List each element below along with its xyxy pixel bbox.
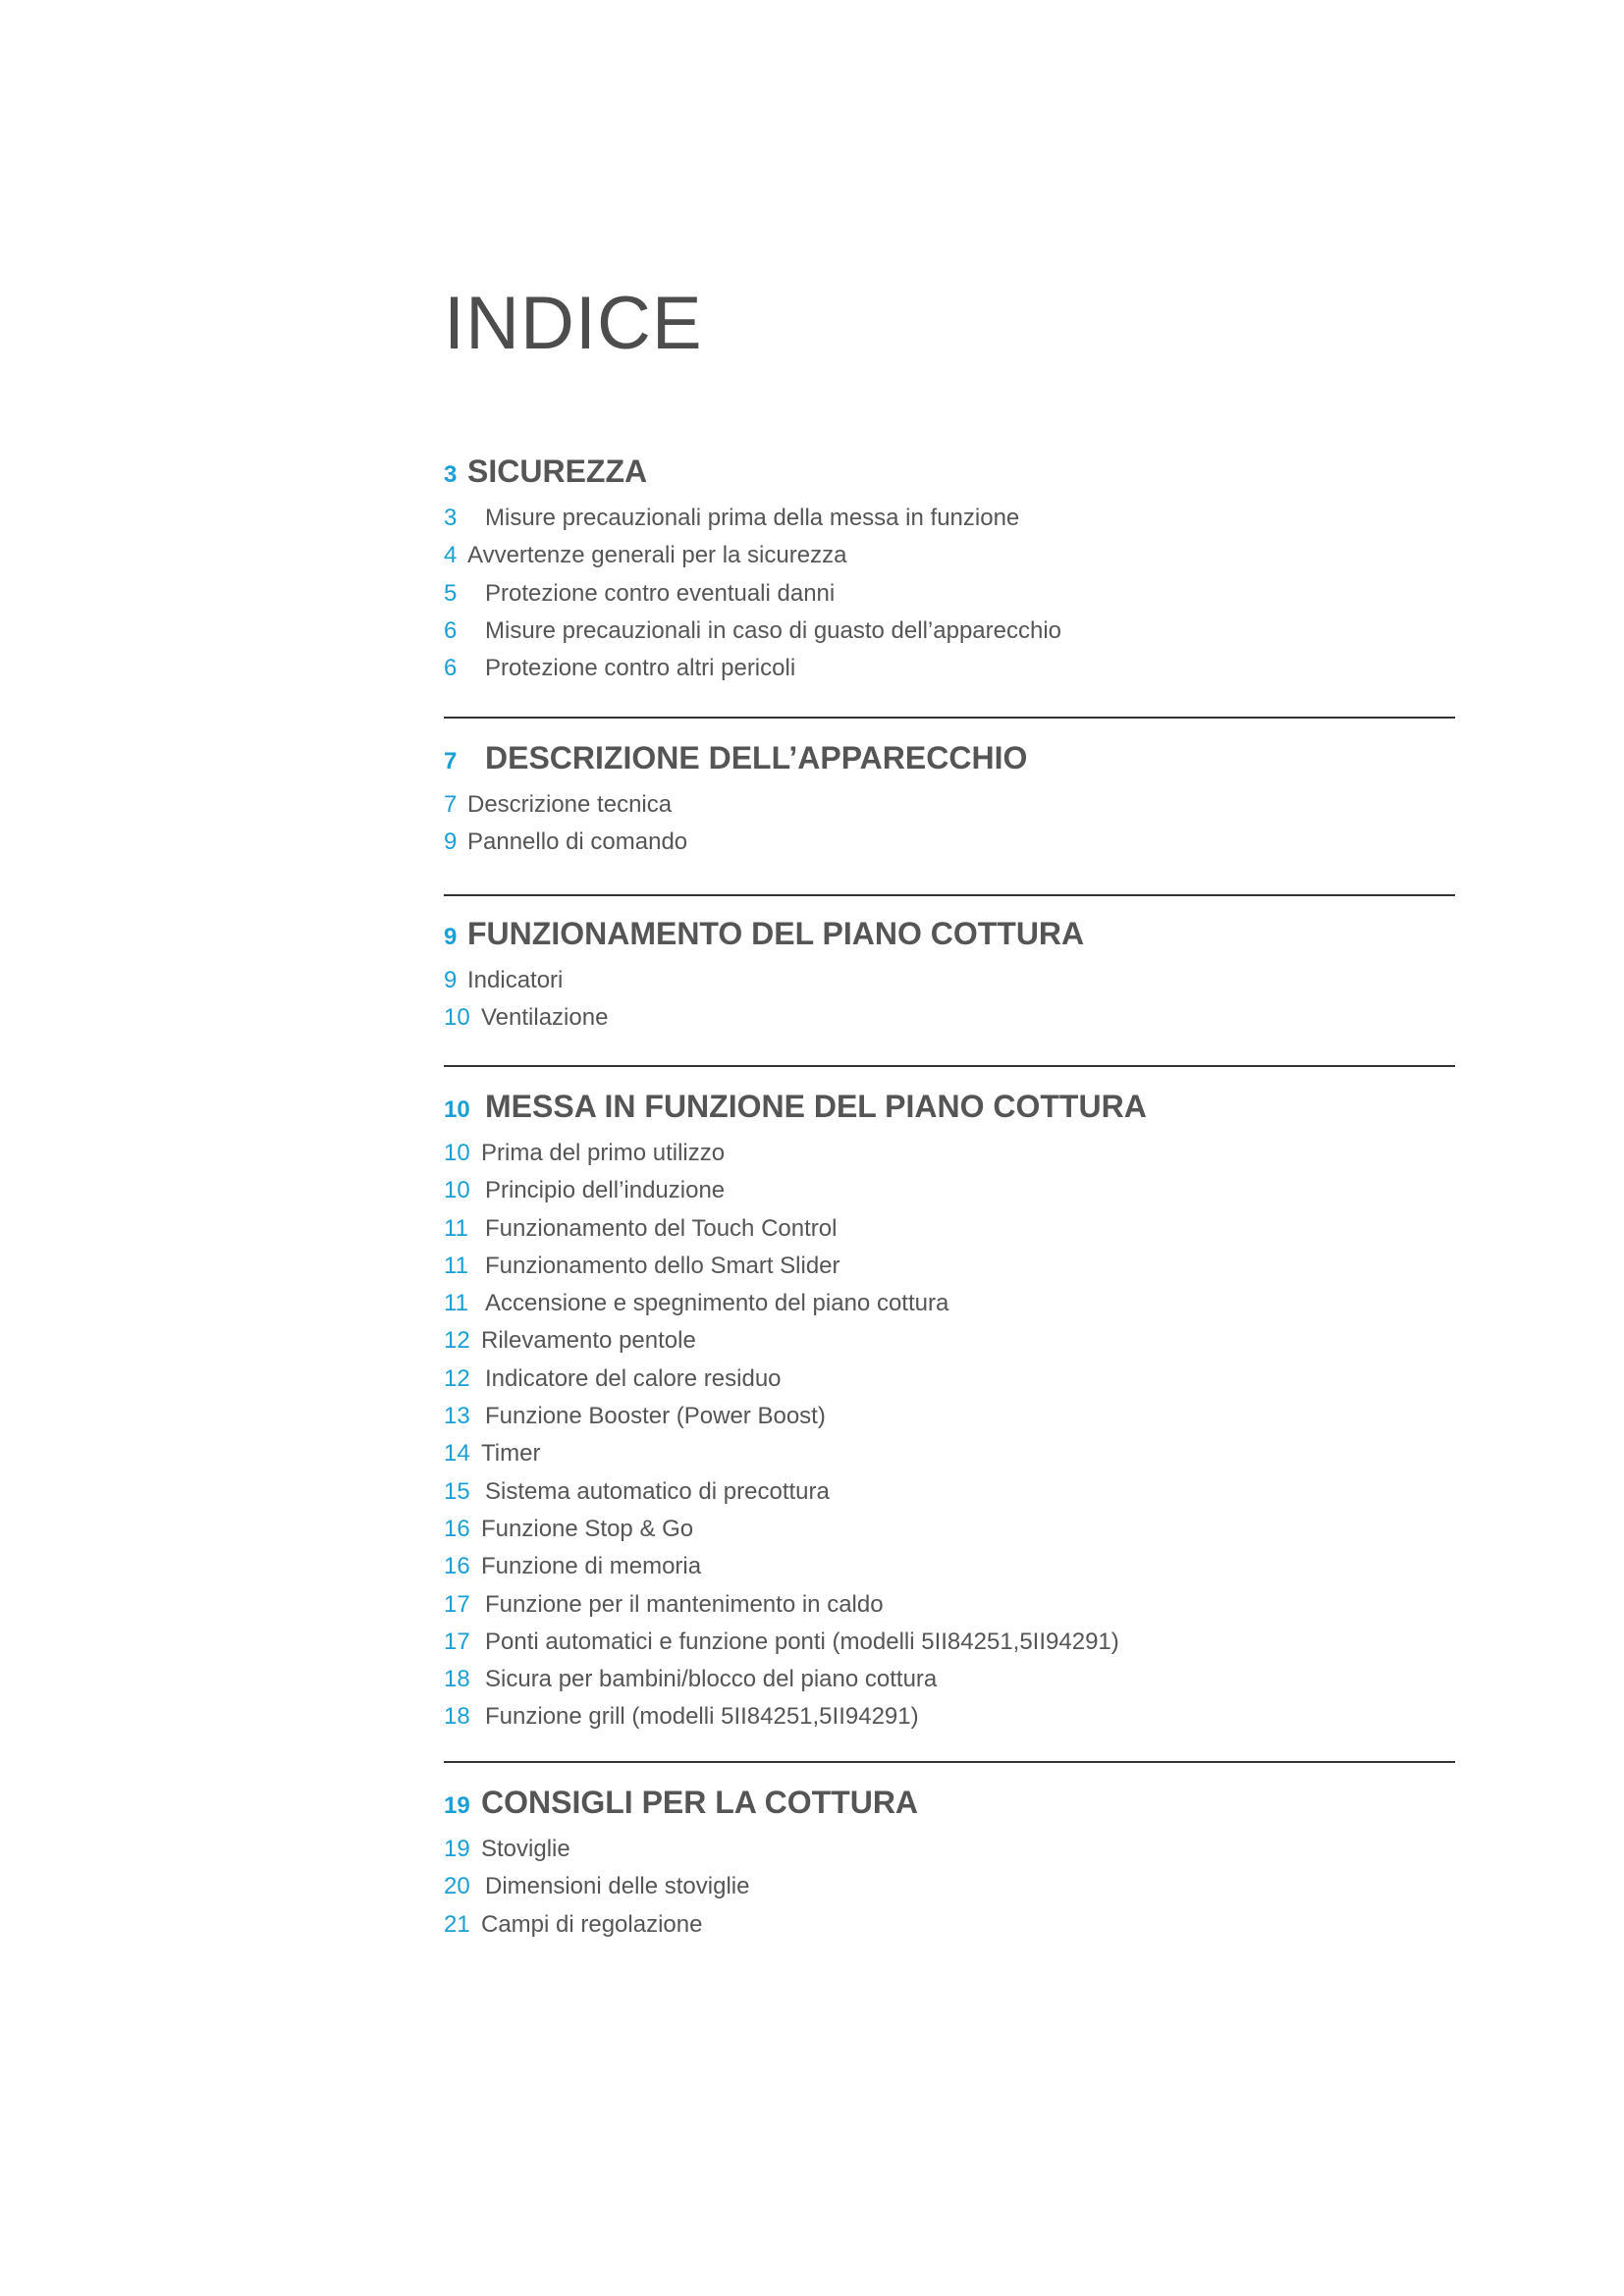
entry-title: Funzione Stop & Go — [481, 1515, 694, 1542]
entry-page-number: 10 — [444, 1177, 470, 1204]
toc-entry — [444, 791, 1455, 828]
section-title: FUNZIONAMENTO DEL PIANO COTTURA — [467, 916, 1085, 951]
toc-entry — [444, 1365, 1455, 1403]
section-title: CONSIGLI PER LA COTTURA — [481, 1785, 919, 1820]
section-heading — [444, 740, 1455, 791]
section-title: MESSA IN FUNZIONE DEL PIANO COTTURA — [485, 1089, 1147, 1124]
entry-title: Ponti automatici e funzione ponti (modelli 5II84251,5II94291) — [485, 1628, 1119, 1655]
entry-title: Indicatori — [467, 967, 564, 993]
entry-title: Accensione e spegnimento del piano cottura — [485, 1290, 949, 1317]
toc-entry — [444, 1215, 1455, 1253]
toc-entry — [444, 1253, 1455, 1290]
section-divider — [444, 717, 1455, 719]
section-heading — [444, 1089, 1455, 1140]
entry-title: Prima del primo utilizzo — [481, 1140, 726, 1166]
toc-entry — [444, 1004, 1455, 1041]
toc-entry — [444, 1836, 1455, 1873]
toc-entry — [444, 1873, 1455, 1910]
entry-title: Rilevamento pentole — [481, 1327, 696, 1355]
entry-page-number: 18 — [444, 1703, 470, 1731]
entry-title: Funzione grill (modelli 5II84251,5II94291) — [485, 1703, 919, 1731]
toc-entry — [444, 828, 1455, 866]
section-divider — [444, 894, 1455, 896]
section-heading — [444, 916, 1455, 967]
entry-page-number: 12 — [444, 1327, 470, 1355]
entry-page-number: 6 — [444, 616, 458, 644]
entry-title: Pannello di comando — [467, 828, 688, 856]
toc-entry — [444, 1440, 1455, 1477]
toc-entry — [444, 967, 1455, 1004]
section-heading — [444, 1785, 1455, 1836]
entry-title: Principio dell’induzione — [485, 1177, 726, 1204]
section-title: SICUREZZA — [467, 454, 648, 489]
section-page-number: 10 — [444, 1096, 470, 1123]
entry-title: Ventilazione — [481, 1004, 609, 1032]
toc-entry — [444, 1629, 1455, 1666]
entry-title: Timer — [481, 1440, 541, 1468]
entry-page-number: 11 — [444, 1252, 468, 1279]
entry-page-number: 20 — [444, 1873, 470, 1900]
toc-entry — [444, 1177, 1455, 1214]
entry-title: Protezione contro eventuali danni — [485, 579, 836, 607]
entry-title: Funzione per il mantenimento in caldo — [485, 1590, 884, 1618]
entry-page-number: 21 — [444, 1910, 470, 1938]
toc-entry — [444, 1290, 1455, 1327]
entry-page-number: 17 — [444, 1628, 470, 1655]
entry-title: Sistema automatico di precottura — [485, 1477, 830, 1505]
toc-entry — [444, 542, 1455, 579]
toc-section-funzionamento — [444, 916, 1455, 1042]
entry-page-number: 3 — [444, 505, 458, 531]
section-page-number: 7 — [444, 748, 458, 774]
entry-title: Sicura per bambini/blocco del piano cottura — [485, 1666, 938, 1693]
entry-page-number: 17 — [444, 1590, 470, 1618]
entry-title: Dimensioni delle stoviglie — [485, 1873, 750, 1900]
entry-page-number: 10 — [444, 1140, 470, 1166]
entry-title: Misure precauzionali prima della messa in funzione — [485, 505, 1020, 531]
section-page-number: 19 — [444, 1792, 470, 1819]
entry-page-number: 4 — [444, 542, 458, 569]
entry-page-number: 11 — [444, 1214, 468, 1242]
toc-section-sicurezza — [444, 454, 1455, 692]
entry-page-number: 16 — [444, 1553, 470, 1580]
entry-title: Protezione contro altri pericoli — [485, 655, 796, 682]
entry-page-number: 9 — [444, 967, 458, 993]
entry-page-number: 5 — [444, 579, 458, 607]
toc-section-messa-in-funzione — [444, 1089, 1455, 1741]
section-heading — [444, 454, 1455, 505]
toc-entry — [444, 1911, 1455, 1949]
entry-page-number: 16 — [444, 1515, 470, 1542]
entry-title: Funzione Booster (Power Boost) — [485, 1403, 826, 1430]
toc-entry — [444, 1516, 1455, 1553]
toc-entry — [444, 1327, 1455, 1364]
toc-entry — [444, 505, 1455, 542]
entry-title: Funzionamento dello Smart Slider — [485, 1252, 840, 1279]
entry-title: Stoviglie — [481, 1836, 570, 1862]
page-title: INDICE — [444, 282, 703, 365]
section-divider — [444, 1761, 1455, 1763]
section-title: DESCRIZIONE DELL’APPARECCHIO — [485, 740, 1028, 775]
toc-entry — [444, 580, 1455, 617]
entry-page-number: 12 — [444, 1364, 470, 1392]
section-page-number: 9 — [444, 924, 458, 950]
section-page-number: 3 — [444, 461, 458, 488]
entry-title: Avvertenze generali per la sicurezza — [467, 542, 847, 569]
entry-page-number: 6 — [444, 655, 458, 682]
entry-title: Indicatore del calore residuo — [485, 1364, 782, 1392]
toc-section-consigli — [444, 1785, 1455, 1949]
entry-page-number: 19 — [444, 1836, 470, 1862]
entry-title: Misure precauzionali in caso di guasto dell’apparecchio — [485, 616, 1062, 644]
entry-page-number: 13 — [444, 1403, 470, 1430]
toc-entry — [444, 617, 1455, 655]
entry-page-number: 18 — [444, 1666, 470, 1693]
toc-entry — [444, 1553, 1455, 1590]
entry-page-number: 15 — [444, 1477, 470, 1505]
entry-title: Campi di regolazione — [481, 1910, 703, 1938]
toc-entry — [444, 1703, 1455, 1740]
entry-page-number: 14 — [444, 1440, 470, 1468]
toc-entry — [444, 655, 1455, 692]
toc-entry — [444, 1666, 1455, 1703]
entry-page-number: 11 — [444, 1290, 468, 1317]
toc-entry — [444, 1591, 1455, 1629]
toc-entry — [444, 1403, 1455, 1440]
toc-entry — [444, 1140, 1455, 1177]
entry-title: Funzionamento del Touch Control — [485, 1214, 838, 1242]
entry-page-number: 7 — [444, 791, 458, 818]
entry-page-number: 10 — [444, 1004, 470, 1032]
entry-title: Funzione di memoria — [481, 1553, 702, 1580]
section-divider — [444, 1065, 1455, 1067]
entry-title: Descrizione tecnica — [467, 791, 673, 818]
toc-section-descrizione — [444, 740, 1455, 867]
entry-page-number: 9 — [444, 828, 458, 856]
toc-entry — [444, 1478, 1455, 1516]
